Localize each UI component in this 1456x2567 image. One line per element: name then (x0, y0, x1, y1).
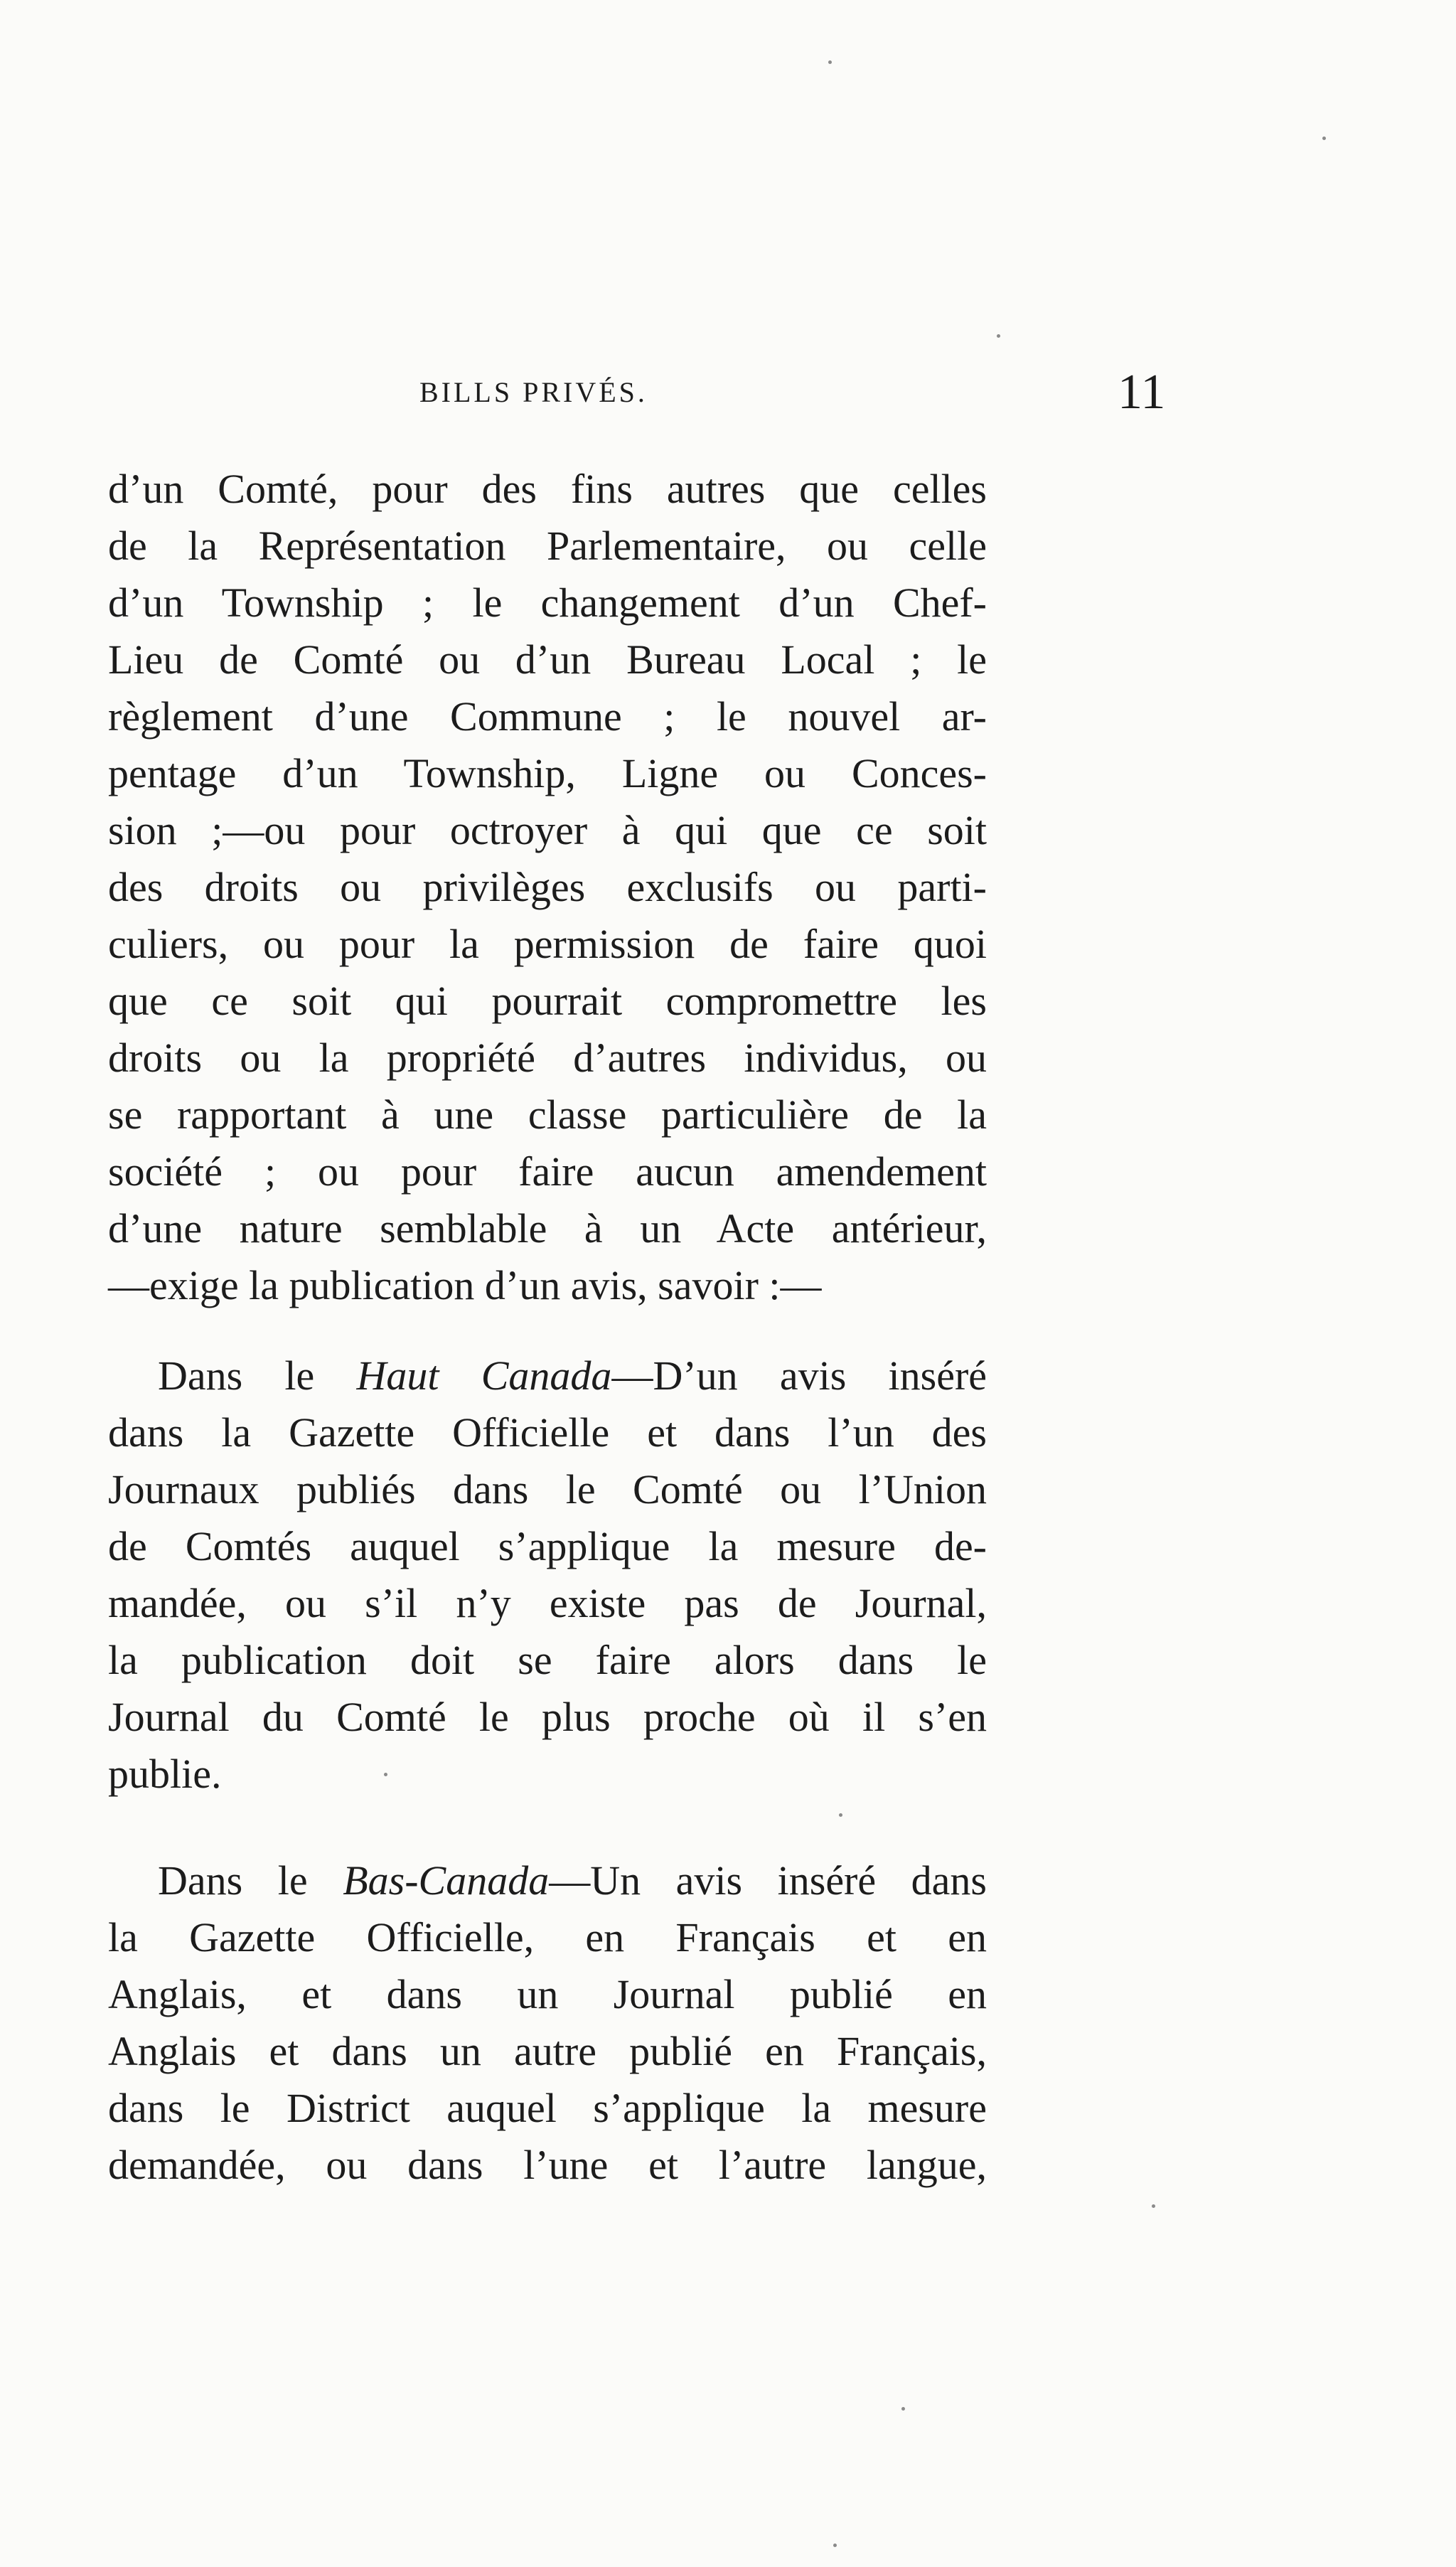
text-line: Lieu de Comté ou d’un Bureau Local ; le (108, 636, 987, 683)
scan-speck (839, 1813, 842, 1817)
text-line: —exige la publication d’un avis, savoir :— (108, 1262, 822, 1308)
scan-speck (997, 334, 1000, 338)
scan-speck (828, 60, 832, 64)
text-line: règlement d’une Commune ; le nouvel ar- (108, 693, 987, 740)
paragraph-1 (108, 461, 987, 1314)
paragraph-opening-line (108, 1852, 987, 1909)
page-number: 11 (1118, 365, 1166, 420)
text-line: de Comtés auquel s’applique la mesure de- (108, 1523, 987, 1569)
text-line: dans la Gazette Officielle et dans l’un des (108, 1409, 987, 1456)
scan-speck (1322, 137, 1326, 140)
text-line: Anglais, et dans un Journal publié en (108, 1971, 987, 2017)
scan-speck (1152, 2204, 1155, 2208)
opening-continuation: —D’un avis inséré (611, 1352, 987, 1399)
text-line: culiers, ou pour la permission de faire quoi (108, 921, 987, 967)
text-line: d’un Comté, pour des fins autres que celles (108, 466, 987, 512)
text-line: demandée, ou dans l’une et l’autre langue, (108, 2142, 987, 2188)
text-line: d’une nature semblable à un Acte antérieur, (108, 1205, 987, 1252)
text-line: des droits ou privilèges exclusifs ou parti- (108, 864, 987, 910)
text-line: société ; ou pour faire aucun amendement (108, 1148, 987, 1195)
scan-speck (833, 2544, 837, 2547)
text-line: pentage d’un Township, Ligne ou Conces- (108, 750, 987, 796)
text-line: Anglais et dans un autre publié en Français, (108, 2028, 987, 2074)
text-line: de la Représentation Parlementaire, ou celle (108, 523, 987, 569)
scan-speck (384, 1773, 387, 1776)
lead-text: Dans le (158, 1352, 357, 1399)
paragraph-opening-line (108, 1347, 987, 1404)
place-name: Haut Canada (356, 1352, 612, 1399)
text-line: dans le District auquel s’applique la mesure (108, 2085, 987, 2131)
scan-speck (901, 2407, 905, 2411)
text-line: Journaux publiés dans le Comté ou l’Union (108, 1466, 987, 1512)
lead-text: Dans le (158, 1857, 343, 1904)
paragraph-haut-canada (108, 1347, 987, 1803)
text-line: publie. (108, 1751, 222, 1797)
running-head: BILLS PRIVÉS. (419, 376, 648, 408)
text-line: se rapportant à une classe particulière de la (108, 1092, 987, 1138)
text-line: droits ou la propriété d’autres individus, ou (108, 1035, 987, 1081)
text-line: la Gazette Officielle, en Français et en (108, 1914, 987, 1960)
text-line: mandée, ou s’il n’y existe pas de Journal, (108, 1580, 987, 1626)
paragraph-bas-canada (108, 1852, 987, 2194)
text-line: Journal du Comté le plus proche où il s’en (108, 1694, 987, 1740)
opening-continuation: —Un avis inséré dans (549, 1857, 987, 1904)
place-name: Bas-Canada (343, 1857, 550, 1904)
text-line: que ce soit qui pourrait compromettre les (108, 978, 987, 1024)
text-line: la publication doit se faire alors dans le (108, 1637, 987, 1683)
text-line: d’un Township ; le changement d’un Chef- (108, 580, 987, 626)
text-line: sion ;—ou pour octroyer à qui que ce soit (108, 807, 987, 853)
